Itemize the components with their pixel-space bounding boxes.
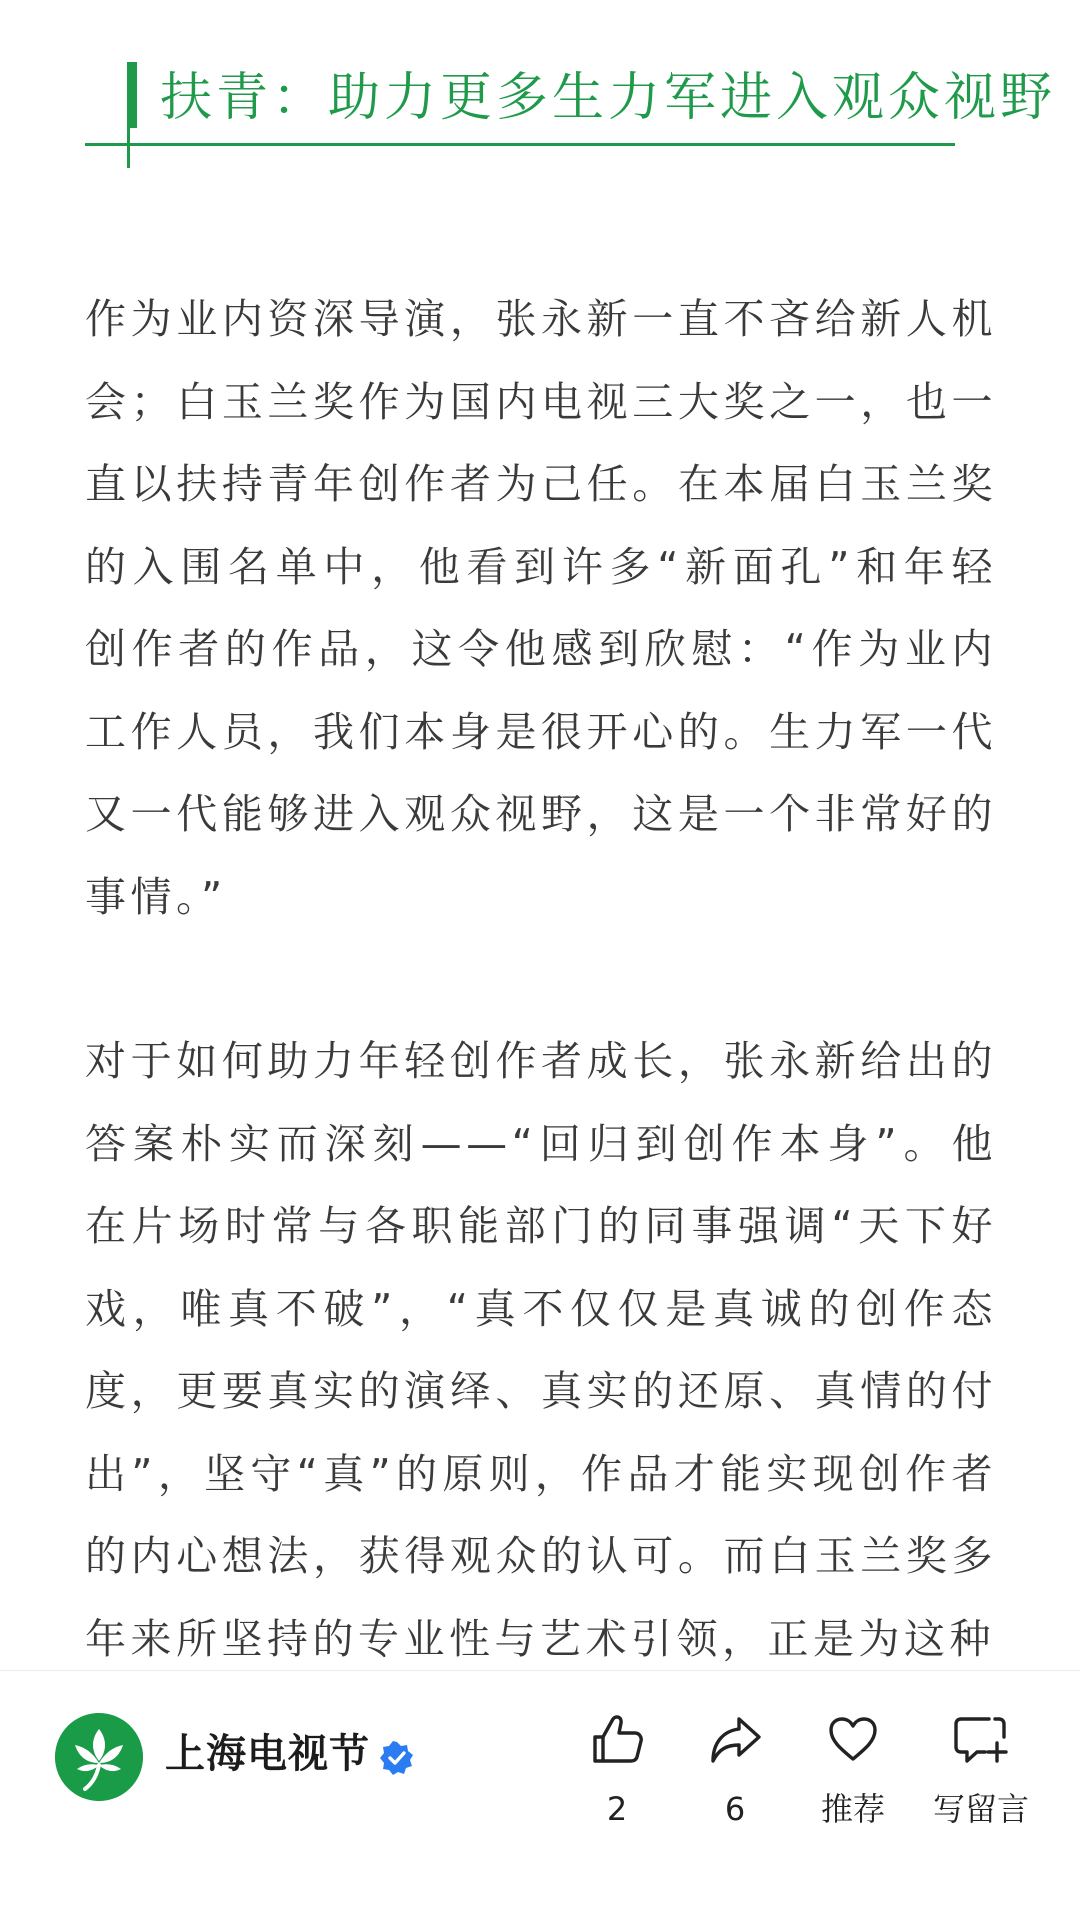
account-name[interactable]: 上海电视节 <box>165 1731 370 1777</box>
share-count: 6 <box>724 1790 746 1828</box>
section-title: 扶青：助力更多生力军进入观众视野 <box>160 68 1057 128</box>
like-button[interactable] <box>562 1711 672 1829</box>
recommend-label: 推荐 <box>820 1790 885 1828</box>
like-count: 2 <box>606 1790 628 1828</box>
article-paragraph-2: 对于如何助力年轻创作者成长，张永新给出的答案朴实而深刻——“回归到创作本身”。他在片场时常与各职能部门的同事强调“天下好戏，唯真不破”，“真不仅仅是真诚的创作态度，更要真实的演绎、真实的还原、真情的付出”，坚守“真”的原则，作品才能实现创作者的内心想法，获得观众的认可。而白玉兰奖多年来所坚持的专业性与艺术引领，正是为这种 <box>85 1037 997 1663</box>
thumbs-up-icon <box>589 1711 645 1767</box>
recommend-button[interactable] <box>798 1711 908 1829</box>
share-arrow-icon <box>707 1711 763 1767</box>
article-paragraph-1: 作为业内资深导演，张永新一直不吝给新人机会；白玉兰奖作为国内电视三大奖之一，也一直以扶持青年创作者为己任。在本届白玉兰奖的入围名单中，他看到许多“新面孔”和年轻创作者的作品，这令他感到欣慰：“作为业内工作人员，我们本身是很开心的。生力军一代又一代能够进入观众视野，这是一个非常好的事情。” <box>85 295 997 921</box>
heart-icon <box>825 1711 881 1767</box>
header-accent-bar <box>127 62 137 128</box>
magnolia-logo-icon[interactable] <box>55 1713 143 1801</box>
bottom-action-bar <box>0 1670 1080 1916</box>
section-header <box>85 62 1057 172</box>
share-button[interactable] <box>680 1711 790 1829</box>
write-comment-button[interactable] <box>916 1711 1046 1829</box>
header-underline <box>85 143 955 146</box>
verified-badge-icon <box>380 1741 414 1775</box>
comment-add-icon <box>951 1711 1011 1767</box>
write-comment-label: 写留言 <box>932 1790 1029 1828</box>
